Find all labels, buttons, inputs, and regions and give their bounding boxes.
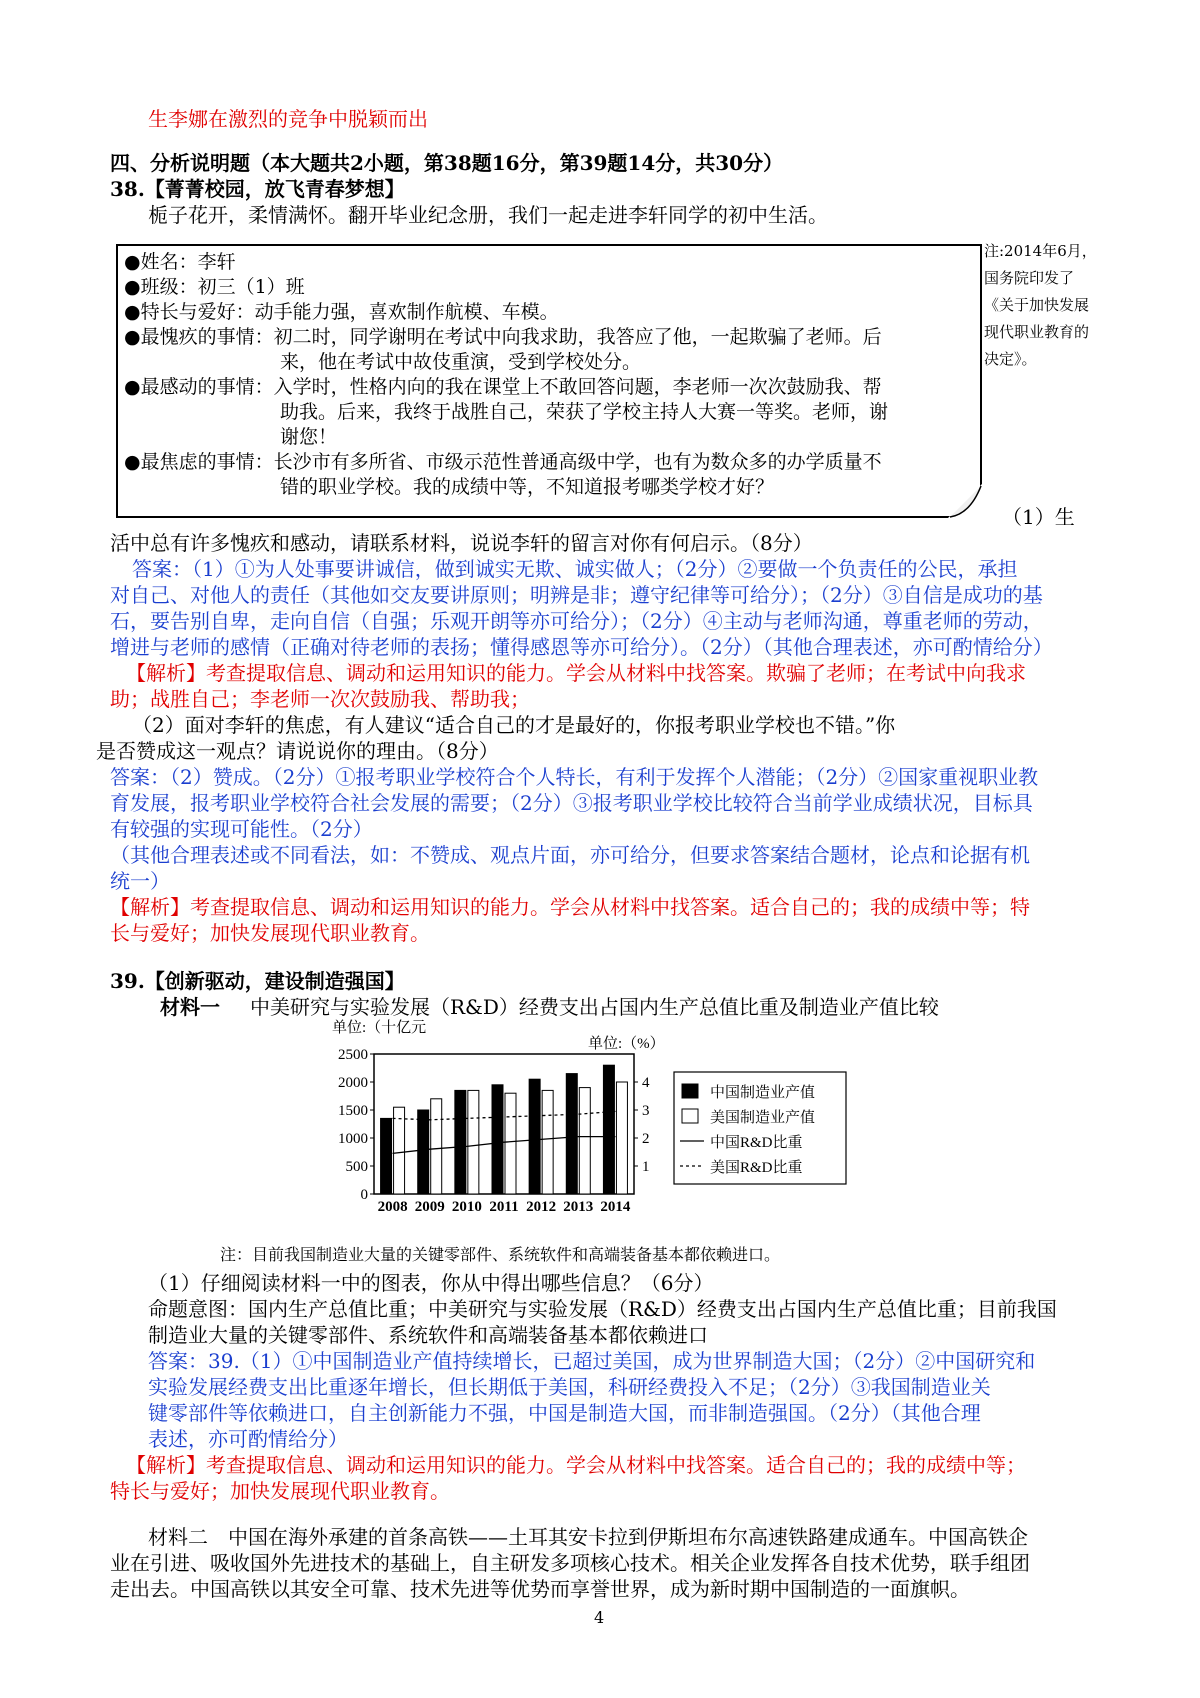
card-hobby: ●特长与爱好：动手能力强，喜欢制作航模、车模。 xyxy=(124,301,559,323)
china-bar xyxy=(455,1090,466,1194)
card-moved-b: 助我。后来，我终于战胜自己，荣获了学校主持人大赛一等奖。老师，谢 xyxy=(280,401,889,423)
q38-ans1-line: 石，要告别自卑，走向自信（自强；乐观开朗等亦可给分）；（2分）④主动与老师沟通，尊重老师的劳动， xyxy=(110,609,1043,633)
plot-frame xyxy=(374,1054,634,1194)
q39-ans1-line: 键零部件等依赖进口，自主创新能力不强，中国是制造大国，而非制造强国。（2分）（其他合理 xyxy=(148,1401,981,1425)
q38-ans2-line: 育发展，报考职业学校符合社会发展的需要；（2分）③报考职业学校比较符合当前学业成绩状况，目标具 xyxy=(110,791,1033,815)
us-bar xyxy=(505,1093,516,1194)
q39-title: 39.【创新驱动，建设制造强国】 xyxy=(110,969,405,993)
card-anxious-b: 错的职业学校。我的成绩中等，不知道报考哪类学校才好？ xyxy=(280,476,775,498)
left-tick-label: 2500 xyxy=(338,1047,368,1063)
card-class: ●班级：初三（1）班 xyxy=(124,276,305,298)
legend-label: 中国制造业产值 xyxy=(710,1085,816,1101)
china-bar xyxy=(566,1074,577,1194)
q39-material2-line: 业在引进、吸收国外先进技术的基础上，自主研发多项核心技术。相关企业发挥各自技术优势，联手组团 xyxy=(110,1551,1030,1575)
x-tick-label: 2010 xyxy=(451,1199,482,1215)
x-tick-label: 2012 xyxy=(526,1199,557,1215)
china-bar xyxy=(529,1079,540,1194)
china-bar xyxy=(603,1065,614,1194)
q38-sub2-question: （2）面对李轩的焦虑，有人建议“适合自己的才是最好的，你报考职业学校也不错。”你 xyxy=(132,713,896,737)
right-tick-label: 2 xyxy=(642,1131,650,1147)
right-tick-label: 4 xyxy=(642,1075,650,1091)
q39-analysis1-line: 特长与爱好；加快发展现代职业教育。 xyxy=(110,1479,450,1503)
card-anxious-a: ●最焦虑的事情：长沙市有多所省、市级示范性普通高级中学，也有为数众多的办学质量不 xyxy=(124,451,882,473)
chart-note: 注：目前我国制造业大量的关键零部件、系统软件和高端装备基本都依赖进口。 xyxy=(220,1245,781,1264)
china-bar xyxy=(492,1085,503,1194)
q39-material1-text: 中美研究与实验发展（R&D）经费支出占国内生产总值比重及制造业产值比较 xyxy=(250,995,939,1019)
q38-intro: 栀子花开，柔情满怀。翻开毕业纪念册，我们一起走进李轩同学的初中生活。 xyxy=(148,203,828,227)
q39-intent-line: 命题意图：国内生产总值比重；中美研究与实验发展（R&D）经费支出占国内生产总值比重；目前我国 xyxy=(148,1297,1057,1321)
left-tick-label: 1500 xyxy=(338,1103,368,1119)
card-name: ●姓名：李轩 xyxy=(124,251,236,273)
q38-sub1-question: 活中总有许多愧疚和感动，请联系材料，说说李轩的留言对你有何启示。（8分） xyxy=(110,531,813,555)
left-axis-unit: 单位:（十亿元 xyxy=(332,1020,427,1036)
q39-ans1-line: 实验发展经费支出比重逐年增长，但长期低于美国，科研经费投入不足；（2分）③我国制造业关 xyxy=(148,1375,991,1399)
x-tick-label: 2013 xyxy=(563,1199,594,1215)
card-moved-a: ●最感动的事情：入学时，性格内向的我在课堂上不敢回答问题，李老师一次次鼓励我、帮 xyxy=(124,376,882,398)
card-moved-c: 谢您！ xyxy=(280,426,338,448)
q39-analysis1-line: 【解析】考查提取信息、调动和运用知识的能力。学会从材料中找答案。适合自己的；我的成绩中等； xyxy=(126,1453,1026,1477)
q38-analysis1-line: 助；战胜自己；李老师一次次鼓励我、帮助我； xyxy=(110,687,530,711)
chart-legend xyxy=(674,1072,846,1184)
section-heading: 四、分析说明题（本大题共2小题，第38题16分，第39题14分，共30分） xyxy=(110,151,784,175)
q38-analysis2-line: 长与爱好；加快发展现代职业教育。 xyxy=(110,921,430,945)
left-tick-label: 2000 xyxy=(338,1075,368,1091)
left-tick-label: 1000 xyxy=(338,1131,368,1147)
q38-side-note: 注:2014年6月，国务院印发了《关于加快发展现代职业教育的决定》。 xyxy=(984,242,1097,368)
china-bar xyxy=(418,1110,429,1194)
q38-ans2-line: （其他合理表述或不同看法，如：不赞成、观点片面，亦可给分，但要求答案结合题材，论点和论据有机 xyxy=(110,843,1030,867)
q39-material2-line: 走出去。中国高铁以其安全可靠、技术先进等优势而享誉世界，成为新时期中国制造的一面旗帜。 xyxy=(110,1577,970,1601)
q39-ans1-line: 表述，亦可酌情给分） xyxy=(148,1427,348,1451)
us-bar xyxy=(431,1099,442,1194)
q38-analysis1-line: 【解析】考查提取信息、调动和运用知识的能力。学会从材料中找答案。欺骗了老师；在考试中向我求 xyxy=(126,661,1026,685)
q38-title: 38.【菁菁校园，放飞青春梦想】 xyxy=(110,177,405,201)
card-guilt-b: 来，他在考试中故伎重演，受到学校处分。 xyxy=(280,351,642,373)
chart-axes xyxy=(374,1054,634,1194)
us-bar xyxy=(394,1107,405,1194)
legend-label: 美国制造业产值 xyxy=(710,1110,816,1126)
us-bar xyxy=(468,1090,479,1194)
prev-answer-tail: 生李娜在激烈的竞争中脱颖而出 xyxy=(148,107,428,131)
q38-analysis2-line: 【解析】考查提取信息、调动和运用知识的能力。学会从材料中找答案。适合自己的；我的成绩中等；特 xyxy=(110,895,1030,919)
q38-ans2-line: 统一） xyxy=(110,869,170,893)
q38-ans1-line: 答案：（1）①为人处事要讲诚信，做到诚实无欺、诚实做人；（2分）②要做一个负责任的公民，承担 xyxy=(132,557,1018,581)
q38-ans1-line: 增进与老师的感情（正确对待老师的表扬；懂得感恩等亦可给分）。（2分）（其他合理表述，亦可酌情给分） xyxy=(110,635,1053,659)
left-tick-label: 500 xyxy=(345,1159,368,1175)
legend-swatch xyxy=(682,1084,698,1098)
rd-manufacturing-chart xyxy=(330,1018,930,1242)
right-tick-label: 1 xyxy=(642,1159,650,1175)
card-guilt-a: ●最愧疚的事情：初二时，同学谢明在考试中向我求助，我答应了他，一起欺骗了老师。后 xyxy=(124,326,882,348)
q39-sub1-question: （1）仔细阅读材料一中的图表，你从中得出哪些信息？（6分） xyxy=(148,1271,714,1295)
q39-intent-line: 制造业大量的关键零部件、系统软件和高端装备基本都依赖进口 xyxy=(148,1323,708,1347)
legend-label: 美国R&D比重 xyxy=(710,1160,803,1176)
q39-ans1-line: 答案：39.（1）①中国制造业产值持续增长，已超过美国，成为世界制造大国；（2分）②中国研究和 xyxy=(148,1349,1036,1373)
china-bar xyxy=(381,1118,392,1194)
legend-label: 中国R&D比重 xyxy=(710,1135,803,1151)
us-bar xyxy=(579,1088,590,1194)
q39-material2-line: 材料二 中国在海外承建的首条高铁——土耳其安卡拉到伊斯坦布尔高速铁路建成通车。中国高铁企 xyxy=(148,1525,1028,1549)
x-tick-label: 2008 xyxy=(377,1199,408,1215)
q38-ans2-line: 答案：（2）赞成。（2分）①报考职业学校符合个人特长，有利于发挥个人潜能；（2分）②国家重视职业教 xyxy=(110,765,1039,789)
x-tick-label: 2009 xyxy=(414,1199,445,1215)
legend-swatch xyxy=(682,1109,698,1123)
x-tick-label: 2011 xyxy=(489,1199,519,1215)
x-tick-label: 2014 xyxy=(600,1199,631,1215)
profile-card xyxy=(116,244,982,518)
right-axis-unit: 单位:（%） xyxy=(588,1036,665,1052)
left-tick-label: 0 xyxy=(360,1187,368,1203)
us-bar xyxy=(542,1090,553,1194)
us-bar xyxy=(616,1082,627,1194)
page-number: 4 xyxy=(594,1608,605,1627)
right-tick-label: 3 xyxy=(642,1103,650,1119)
q39-material1-label: 材料一 xyxy=(160,995,220,1019)
q38-ans2-line: 有较强的实现可能性。（2分） xyxy=(110,817,373,841)
q38-sub2-question: 是否赞成这一观点？请说说你的理由。（8分） xyxy=(96,739,499,763)
q38-sub1-head: （1）生 xyxy=(1002,505,1075,529)
page-curl-icon xyxy=(948,484,982,518)
q38-ans1-line: 对自己、对他人的责任（其他如交友要讲原则；明辨是非；遵守纪律等可给分）；（2分）③自信是成功的基 xyxy=(110,583,1043,607)
